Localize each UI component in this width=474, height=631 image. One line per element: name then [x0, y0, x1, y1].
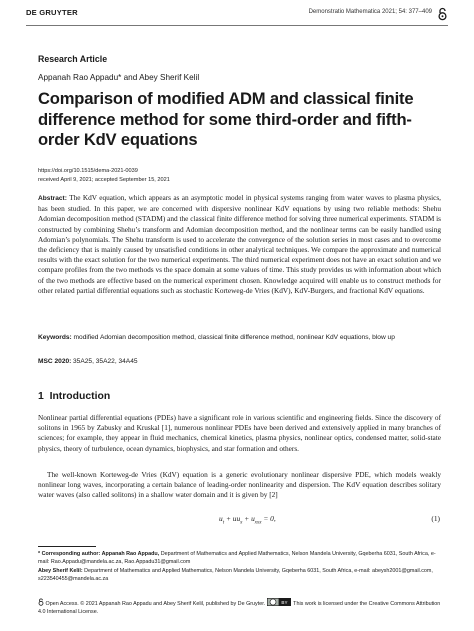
author-list: Appanah Rao Appadu* and Abey Sherif Kelil [38, 73, 200, 82]
equation-1 [0, 514, 474, 525]
license-notice [38, 598, 441, 617]
equation-body: $u_t + uu_x + u_{xxx} = 0$, [219, 514, 276, 526]
abstract-text: The KdV equation, which appears as an asymptotic model in physical systems ranging from water waves to plasma physics, has been studied. In this paper, we are concerned with dispersive nonlinear KdV equations by using two reliable methods: Shehu Adomian decomposition method (STADM) and the classical finite difference method for solving three numerical experiments. STADM is constructed by combining Shehu’s transform and Adomian decomposition method, and the nonlinear terms can be easily handled using Adomian’s polynomials. The Shehu transform is used to accelerate the convergence of the solution series in most cases and to overcome the deficiency that is mainly caused by unsatisfied conditions in other analytical techniques. We compare the approximate and numerical results with the exact solution for the two numerical experiments. The third numerical experiment does not have an exact solution and we compare profiles from the two methods vs the space domain at some values of time. This study provides us with information about which of the two methods are effective based on the numerical experiment chosen. Knowledge acquired will enable us to construct methods for other related partial differential equations such as stochastic Korteweg-de Vries (KdV), KdV-Burgers, and fractional KdV equations. [38, 193, 441, 295]
equation-number: (1) [431, 514, 440, 523]
footnote-rule [38, 546, 96, 547]
cc-by-badge-icon[interactable] [267, 598, 291, 606]
header-rule [26, 25, 448, 26]
cc-badge-text: BY [281, 600, 288, 605]
msc-text: 35A25, 35A22, 34A45 [73, 358, 138, 365]
coauthor-label: Abey Sherif Kelil: [38, 567, 83, 574]
msc-label: MSC 2020: [38, 358, 72, 365]
corresponding-author-text: Department of Mathematics and Applied Mathematics, Nelson Mandela University, Gqeberha 6031, South Africa, e-mail: Rao.Appadu@mandela.ac.za, Rao.Appadu31@gmail.com [38, 551, 436, 566]
intro-paragraph-1: Nonlinear partial differential equations (PDEs) have a significant role in various scientific and engineering fields. Since the discovery of solitons in 1965 by Zabusky and Kruskal [1], numerous nonlinear PDEs have been derived and extensively applied in many branches of sciences; for example, they appear in fluid mechanics, chemical kinetics, plasma physics, nonlinear optics, condensed matter, solid-state physics, theory of turbulence, ocean dynamics, biophysics, and star formation and others. [38, 413, 441, 453]
article-type: Research Article [38, 54, 108, 64]
msc-codes [38, 357, 138, 367]
open-access-icon [437, 7, 448, 21]
section-title: Introduction [49, 391, 111, 402]
corresponding-author-label: * Corresponding author: Appanah Rao Appadu, [38, 551, 160, 557]
keywords [38, 332, 441, 343]
intro-paragraph-2: The well-known Korteweg-de Vries (KdV) equation is a generic evolutionary nonlinear dispersive PDE, which models weakly nonlinear long waves, incorporating a certain balance of leading-order nonlinearity and dispersion. The KdV equation describes solitary water waves (also called solitons) in a shallow water domain and it is given by [2] [38, 470, 441, 500]
footnotes [38, 550, 441, 584]
running-header [26, 8, 448, 22]
license-suffix: This work is licensed under the Creative Commons Attribution 4.0 International License. [38, 601, 441, 616]
coauthor-text: Department of Mathematics and Applied Mathematics, Nelson Mandela University, Gqeberha 6031, South Africa, e-mail: abeysh2001@gmail.com, s223540455@mandela.ac.za [38, 567, 433, 583]
section-heading [38, 391, 110, 402]
paper-title: Comparison of modified ADM and classical finite difference method for some third-order and fifth-order KdV equations [38, 89, 414, 149]
section-number: 1 [38, 391, 44, 402]
publisher-name: DE GRUYTER [26, 8, 78, 17]
article-meta [38, 167, 170, 185]
received-dates: received April 9, 2021; accepted September 15, 2021 [38, 177, 170, 183]
journal-citation: Demonstratio Mathematica 2021; 54: 377–409 [308, 9, 432, 15]
abstract-label: Abstract: [38, 195, 67, 202]
doi-link[interactable]: https://doi.org/10.1515/dema-2021-0039 [38, 168, 138, 174]
keywords-text: modified Adomian decomposition method, classical finite difference method, nonlinear KdV equations, blow up [73, 334, 395, 341]
corresponding-author-note [38, 550, 441, 567]
abstract [38, 193, 441, 296]
coauthor-note [38, 567, 441, 584]
license-prefix: Open Access. © 2021 Appanah Rao Appadu and Abey Sherif Kelil, published by De Gruyter. [45, 601, 266, 607]
open-access-small-icon [38, 598, 44, 606]
keywords-label: Keywords: [38, 334, 72, 341]
